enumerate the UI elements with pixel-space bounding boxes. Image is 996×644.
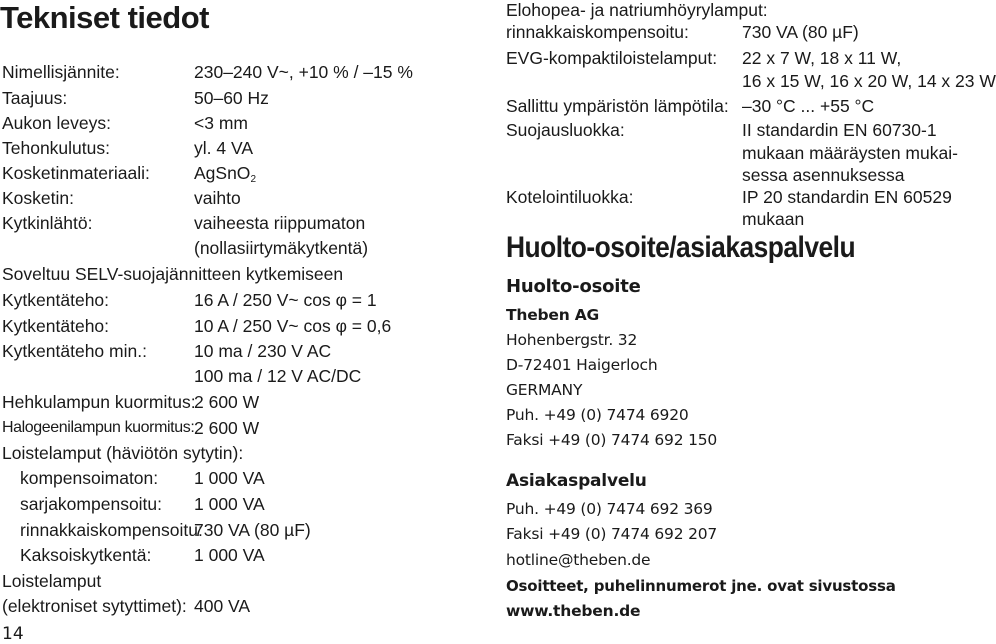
spec-note: Soveltuu SELV-suojajännitteen kytkemiseen: [2, 264, 344, 284]
spec-value: 1 000 VA: [194, 494, 265, 514]
spec-value-line3: sessa asennuksessa: [742, 165, 905, 185]
spec-value: 730 VA (80 µF): [742, 22, 859, 42]
support-phone: Puh. +49 (0) 7474 692 369: [506, 500, 713, 518]
city-address: D-72401 Haigerloch: [506, 356, 658, 374]
spec-label: Kosketinmateriaali:: [2, 163, 150, 183]
spec-value: 1 000 VA: [194, 468, 265, 488]
page-number: 14: [2, 624, 24, 644]
spec-label: Kotelointiluokka:: [506, 187, 634, 207]
spec-label: Halogeenilampun kuormitus:: [2, 419, 195, 436]
spec-value: 22 x 7 W, 18 x 11 W,: [742, 48, 902, 68]
spec-value: AgSnO$_2$: [194, 163, 256, 185]
spec-value: yl. 4 VA: [194, 138, 254, 158]
spec-label: Hehkulampun kuormitus:: [2, 392, 196, 412]
spec-value: 50–60 Hz: [194, 88, 269, 108]
spec-value: 10 ma / 230 V AC: [194, 341, 332, 361]
fax-number: Faksi +49 (0) 7474 692 150: [506, 431, 718, 449]
country: GERMANY: [506, 381, 583, 399]
spec-label: kompensoimaton:: [20, 468, 159, 488]
spec-value: 230–240 V~, +10 % / –15 %: [194, 62, 413, 82]
spec-label: EVG-kompaktiloistelamput:: [506, 48, 718, 68]
spec-value: 2 600 W: [194, 418, 260, 438]
spec-value: vaihto: [194, 188, 241, 208]
phone-number: Puh. +49 (0) 7474 6920: [506, 406, 689, 424]
support-fax: Faksi +49 (0) 7474 692 207: [506, 525, 718, 543]
spec-value: 10 A / 250 V~ cos φ = 0,6: [194, 316, 392, 336]
spec-label: Nimellisjännite:: [2, 62, 120, 82]
spec-label: Kytkentäteho:: [2, 290, 110, 310]
spec-label: Suojausluokka:: [506, 120, 625, 140]
spec-value-line2: mukaan määräysten mukai-: [742, 143, 958, 163]
spec-value: –30 °C ... +55 °C: [742, 96, 875, 116]
spec-label: Kosketin:: [2, 188, 74, 208]
spec-label: Taajuus:: [2, 88, 68, 108]
street-address: Hohenbergstr. 32: [506, 331, 638, 349]
spec-label: Kaksoiskytkentä:: [20, 545, 152, 565]
spec-label: Tehonkulutus:: [2, 138, 110, 158]
spec-label: Aukon leveys:: [2, 113, 111, 133]
spec-value: <3 mm: [194, 113, 248, 133]
address-heading: Huolto-osoite: [506, 276, 641, 297]
spec-value: 400 VA: [194, 596, 251, 616]
spec-label: sarjakompensoitu:: [20, 494, 163, 514]
service-heading: Huolto-osoite/asiakaspalvelu: [506, 231, 856, 264]
spec-value-line2: 100 ma / 12 V AC/DC: [194, 366, 362, 386]
spec-label: Kytkentäteho:: [2, 316, 110, 336]
company-name: Theben AG: [506, 306, 600, 324]
spec-value-line2: mukaan: [742, 209, 805, 229]
support-heading: Asiakaspalvelu: [506, 471, 647, 491]
spec-note: Loistelamput: [2, 571, 102, 591]
spec-value: 16 A / 250 V~ cos φ = 1: [194, 290, 377, 310]
spec-value: IP 20 standardin EN 60529: [742, 187, 952, 207]
spec-value: 1 000 VA: [194, 545, 265, 565]
spec-label: Sallittu ympäristön lämpötila:: [506, 96, 729, 116]
spec-value: 2 600 W: [194, 392, 260, 412]
support-email: hotline@theben.de: [506, 551, 651, 569]
page-title: Tekniset tiedot: [0, 0, 209, 35]
spec-value: II standardin EN 60730-1: [742, 120, 937, 140]
spec-note: Loistelamput (häviötön sytytin):: [2, 443, 244, 463]
website-note: Osoitteet, puhelinnumerot jne. ovat sivustossa: [506, 577, 896, 595]
spec-label: rinnakkaiskompensoitu:: [506, 22, 689, 42]
spec-value-line2: (nollasiirtymäkytkentä): [194, 238, 369, 258]
spec-value-line2: 16 x 15 W, 16 x 20 W, 14 x 23 W: [742, 71, 996, 91]
spec-value: 730 VA (80 µF): [194, 520, 311, 540]
spec-label: rinnakkaiskompensoitu:: [20, 520, 203, 540]
spec-label: Kytkinlähtö:: [2, 213, 93, 233]
spec-label: (elektroniset sytyttimet):: [2, 596, 187, 616]
spec-value: vaiheesta riippumaton: [194, 213, 366, 233]
spec-label: Kytkentäteho min.:: [2, 341, 147, 361]
website-link: www.theben.de: [506, 602, 641, 620]
spec-note: Elohopea- ja natriumhöyrylamput:: [506, 0, 768, 20]
